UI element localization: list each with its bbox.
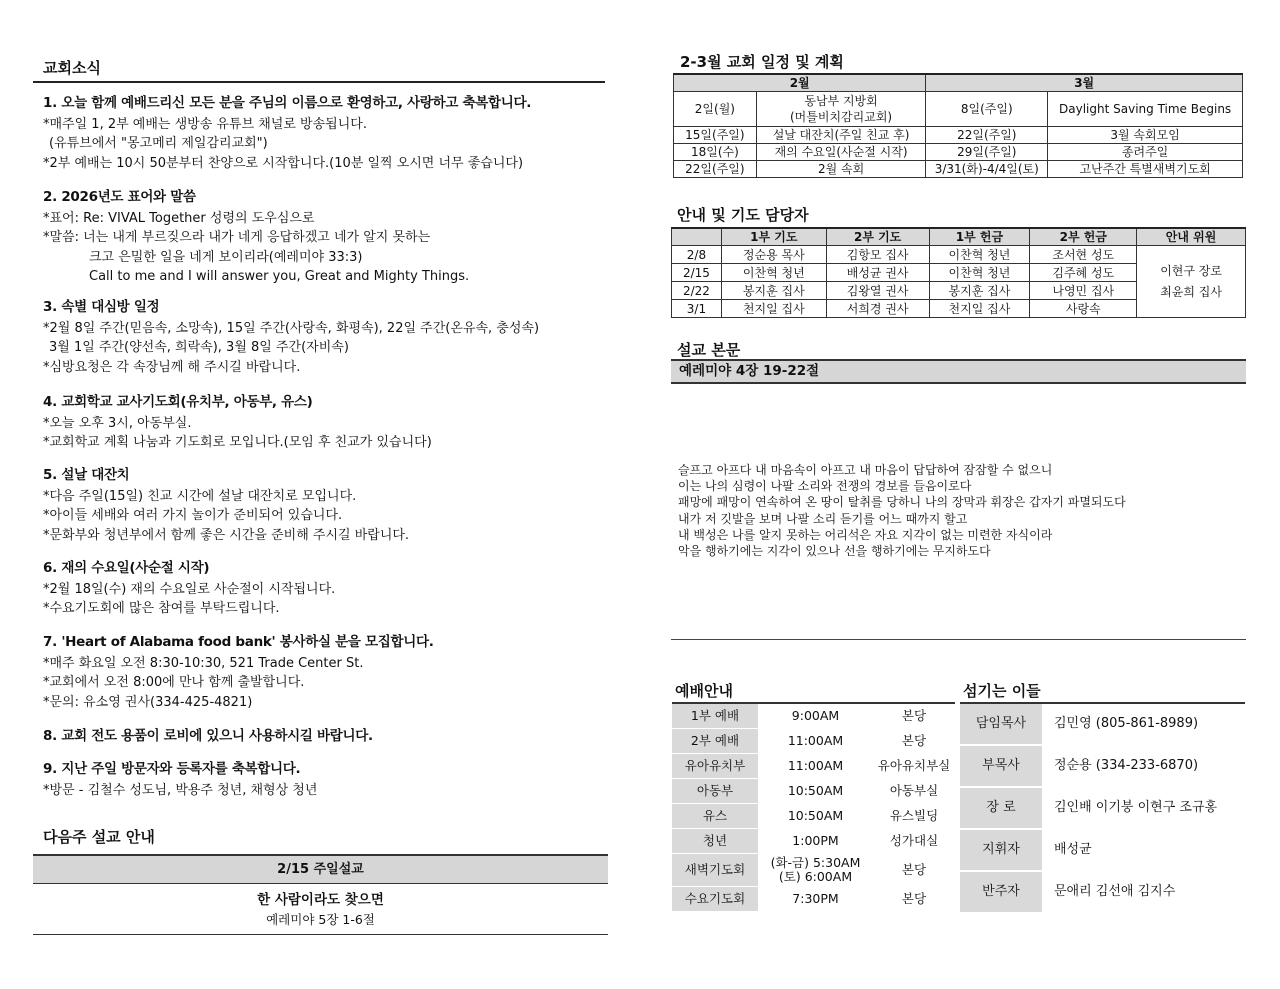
schedule-event-text: 동남부 지방회 xyxy=(804,94,878,108)
news-item xyxy=(43,298,603,377)
sermon-verse: 내 백성은 나를 알지 못하는 어리석은 자요 지각이 없는 미련한 자식이라 xyxy=(678,527,1053,542)
news-item-heading: 7. 'Heart of Alabama food bank' 봉사하실 분을 모집합니다. xyxy=(43,634,434,650)
service-time-text: 1:00PM xyxy=(792,833,839,848)
news-item xyxy=(43,633,603,712)
next-sermon-name: 한 사람이라도 찾으면 xyxy=(257,892,384,908)
service-row xyxy=(672,854,955,887)
server-row xyxy=(960,704,1245,745)
news-item xyxy=(43,393,603,453)
schedule-event-mar: 고난주간 특별새벽기도회 xyxy=(1048,161,1243,178)
news-item-line: Call to me and I will answer you, Great and Mighty Things. xyxy=(89,269,470,284)
news-title-rule xyxy=(33,81,605,83)
service-time xyxy=(758,804,873,829)
schedule-date-mar: 3/31(화)-4/4일(토) xyxy=(926,161,1048,178)
news-item xyxy=(43,94,603,173)
schedule-date-feb: 2일(월) xyxy=(674,92,757,127)
next-sermon-scripture: 예레미야 5장 1-6절 xyxy=(266,912,375,927)
duty-cell: 배성균 권사 xyxy=(826,264,929,282)
server-role: 장 로 xyxy=(960,787,1042,829)
service-time xyxy=(758,887,873,912)
service-place: 성가대실 xyxy=(889,833,939,848)
news-item-line: *아이들 세배와 여러 가지 놀이가 준비되어 있습니다. xyxy=(43,508,343,523)
service-name: 유스 xyxy=(672,804,758,829)
schedule-event-text: 2월 속회 xyxy=(817,162,865,176)
news-item-heading: 3. 속별 대심방 일정 xyxy=(43,299,160,315)
server-names: 배성균 xyxy=(1054,842,1092,857)
service-place: 유스빌딩 xyxy=(889,808,939,823)
schedule-event-mar: Daylight Saving Time Begins xyxy=(1048,92,1243,127)
service-time-text: (토) 6:00AM xyxy=(778,869,853,884)
duty-date: 3/1 xyxy=(672,300,722,318)
duty-header: 2부 기도 xyxy=(826,228,929,246)
duty-guide-name: 최윤희 집사 xyxy=(1160,284,1222,299)
schedule-event-text: 설날 대잔치(주일 친교 후) xyxy=(772,128,910,142)
duty-header: 2부 헌금 xyxy=(1030,228,1137,246)
schedule-event-sub: (머틀비치감리교회) xyxy=(790,110,893,124)
news-item-line: *2월 18일(수) 재의 수요일로 사순절이 시작됩니다. xyxy=(43,581,336,597)
duty-guide-name: 이현구 장로 xyxy=(1160,263,1222,278)
duty-header xyxy=(672,228,722,246)
service-time-text: 10:50AM xyxy=(787,783,844,798)
service-name: 청년 xyxy=(672,829,758,854)
duty-cell: 이찬혁 청년 xyxy=(929,264,1030,282)
duty-cell: 사랑속 xyxy=(1030,300,1137,318)
duty-header: 안내 위원 xyxy=(1137,228,1246,246)
service-time-text: 10:50AM xyxy=(787,808,844,823)
news-item-line: *교회에서 오전 8:00에 만나 함께 출발합니다. xyxy=(43,675,305,690)
next-sermon-date: 2/15 주일설교 xyxy=(33,854,608,884)
service-name: 1부 예배 xyxy=(672,704,758,729)
service-row xyxy=(672,729,955,754)
service-time-text: 11:00AM xyxy=(787,758,844,773)
news-item-line: *문화부와 청년부에서 함께 좋은 시간을 준비해 주시길 바랍니다. xyxy=(43,527,410,543)
schedule-event-mar: 3월 속회모임 xyxy=(1048,127,1243,144)
schedule-date-feb: 18일(수) xyxy=(674,144,757,161)
duty-cell: 나영민 집사 xyxy=(1030,282,1137,300)
news-item-heading: 9. 지난 주일 방문자와 등록자를 축복합니다. xyxy=(43,761,301,777)
sermon-rule xyxy=(671,639,1246,640)
news-title: 교회소식 xyxy=(43,59,101,77)
month-header-feb: 2월 xyxy=(674,74,926,92)
services-title: 예배안내 xyxy=(675,682,733,700)
news-item-line: *2월 8일 주간(믿음속, 소망속), 15일 주간(사랑속, 화평속), 22일 주간(온유속, 충성속) xyxy=(43,320,540,336)
duty-cell: 김왕열 권사 xyxy=(826,282,929,300)
next-sermon-box xyxy=(33,854,608,935)
schedule-title: 2-3월 교회 일정 및 계획 xyxy=(680,53,844,71)
schedule-date-mar: 22일(주일) xyxy=(926,127,1048,144)
server-role: 담임목사 xyxy=(960,704,1042,745)
server-row xyxy=(960,871,1245,913)
service-name: 2부 예배 xyxy=(672,729,758,754)
news-item-line: (유튜브에서 "몽고메리 제일감리교회") xyxy=(49,136,268,151)
service-time xyxy=(758,854,873,887)
news-item-line: *매주일 1, 2부 예배는 생방송 유튜브 채널로 방송됩니다. xyxy=(43,116,367,132)
news-item-line: *다음 주일(15일) 친교 시간에 설날 대잔치로 모입니다. xyxy=(43,488,357,504)
service-row xyxy=(672,704,955,729)
news-item xyxy=(43,727,603,748)
service-time xyxy=(758,754,873,779)
duty-cell: 천지일 집사 xyxy=(721,300,826,318)
services-table xyxy=(672,704,955,912)
sermon-verse: 악을 행하기에는 지각이 있으나 선을 행하기에는 무지하도다 xyxy=(678,544,991,559)
news-item-heading: 5. 설날 대잔치 xyxy=(43,467,130,483)
sermon-title: 설교 본문 xyxy=(677,341,741,359)
service-time-text: 11:00AM xyxy=(787,733,844,748)
duty-cell: 천지일 집사 xyxy=(929,300,1030,318)
news-item-line: *교회학교 계획 나눔과 기도회로 모입니다.(모임 후 친교가 있습니다) xyxy=(43,435,432,450)
service-name: 아동부 xyxy=(672,779,758,804)
sermon-verse: 패망에 패망이 연속하여 온 땅이 탈취를 당하니 나의 장막과 휘장은 갑자기 파멸되도다 xyxy=(678,495,1126,510)
duty-cell: 조서현 성도 xyxy=(1030,246,1137,264)
server-role: 반주자 xyxy=(960,871,1042,913)
service-row xyxy=(672,804,955,829)
schedule-event-feb xyxy=(756,161,926,178)
news-item-line: *심방요청은 각 속장님께 해 주시길 바랍니다. xyxy=(43,359,301,375)
duty-table xyxy=(671,227,1246,318)
service-place: 아동부실 xyxy=(889,783,939,798)
sermon-verse: 내가 저 깃발을 보며 나팔 소리 듣기를 어느 때까지 할고 xyxy=(678,511,968,526)
service-time-text: (화-금) 5:30AM xyxy=(770,855,861,870)
news-item xyxy=(43,188,603,287)
duty-cell: 이찬혁 청년 xyxy=(929,246,1030,264)
service-place: 본당 xyxy=(901,708,927,723)
duty-cell: 김항모 집사 xyxy=(826,246,929,264)
duty-cell: 정순용 목사 xyxy=(721,246,826,264)
servers-title: 섬기는 이들 xyxy=(963,682,1041,700)
duty-header: 1부 기도 xyxy=(721,228,826,246)
schedule-event-feb xyxy=(756,127,926,144)
service-name: 수요기도회 xyxy=(672,887,758,912)
duty-cell: 이찬혁 청년 xyxy=(721,264,826,282)
schedule-row xyxy=(674,144,1243,161)
schedule-event-feb xyxy=(756,144,926,161)
duty-date: 2/22 xyxy=(672,282,722,300)
news-item xyxy=(43,760,603,798)
server-row xyxy=(960,787,1245,829)
server-names: 문애리 김선애 김지수 xyxy=(1054,884,1176,899)
duty-cell: 서희경 권사 xyxy=(826,300,929,318)
schedule-row xyxy=(674,127,1243,144)
news-item-heading: 8. 교회 전도 용품이 로비에 있으니 사용하시길 바랍니다. xyxy=(43,728,373,744)
schedule-date-mar: 29일(주일) xyxy=(926,144,1048,161)
news-item-line: 3월 1일 주간(양선속, 희락속), 3월 8일 주간(자비속) xyxy=(49,340,349,355)
service-row xyxy=(672,779,955,804)
server-role: 지휘자 xyxy=(960,829,1042,871)
news-item-line: *오늘 오후 3시, 아동부실. xyxy=(43,415,192,431)
news-item-line: *2부 예배는 10시 50분부터 찬양으로 시작합니다.(10분 일찍 오시면 너무 좋습니다) xyxy=(43,155,524,171)
news-item xyxy=(43,559,603,619)
server-role: 부목사 xyxy=(960,745,1042,787)
servers-table xyxy=(960,704,1245,914)
news-item-heading: 2. 2026년도 표어와 말씀 xyxy=(43,189,196,205)
service-time xyxy=(758,704,873,729)
duty-cell: 봉지훈 집사 xyxy=(929,282,1030,300)
duty-cell: 봉지훈 집사 xyxy=(721,282,826,300)
service-row xyxy=(672,829,955,854)
schedule-event-feb xyxy=(756,92,926,127)
service-place: 본당 xyxy=(901,862,927,877)
news-item-heading: 6. 재의 수요일(사순절 시작) xyxy=(43,560,210,576)
next-sermon-rule xyxy=(33,934,608,935)
duty-cell: 김주혜 성도 xyxy=(1030,264,1137,282)
news-item-line: *표어: Re: VIVAL Together 성령의 도우심으로 xyxy=(43,210,315,226)
service-time xyxy=(758,829,873,854)
server-names: 김인배 이기붕 이현구 조규홍 xyxy=(1054,800,1218,815)
duty-title: 안내 및 기도 담당자 xyxy=(677,206,809,224)
service-name: 유아유치부 xyxy=(672,754,758,779)
service-time xyxy=(758,729,873,754)
news-item-heading: 4. 교회학교 교사기도회(유치부, 아동부, 유스) xyxy=(43,394,313,410)
service-row xyxy=(672,754,955,779)
service-time xyxy=(758,779,873,804)
duty-date: 2/15 xyxy=(672,264,722,282)
schedule-table xyxy=(673,73,1243,178)
schedule-event-mar: 종려주일 xyxy=(1048,144,1243,161)
sermon-verses xyxy=(678,462,1126,559)
server-row xyxy=(960,745,1245,787)
month-header-mar: 3월 xyxy=(926,74,1243,92)
service-place: 본당 xyxy=(901,891,927,906)
duty-guides xyxy=(1137,246,1246,318)
news-item-line: *수요기도회에 많은 참여를 부탁드립니다. xyxy=(43,601,280,616)
news-item-line: *방문 - 김철수 성도님, 박용주 청년, 채형상 청년 xyxy=(43,782,318,798)
schedule-row xyxy=(674,161,1243,178)
schedule-date-feb: 15일(주일) xyxy=(674,127,757,144)
news-item-line: *매주 화요일 오전 8:30-10:30, 521 Trade Center St. xyxy=(43,655,364,671)
server-row xyxy=(960,829,1245,871)
server-names: 정순용 (334-233-6870) xyxy=(1054,758,1199,773)
duty-header: 1부 헌금 xyxy=(929,228,1030,246)
server-names: 김민영 (805-861-8989) xyxy=(1054,716,1199,731)
news-item-line: *문의: 유소영 권사(334-425-4821) xyxy=(43,694,253,710)
sermon-verse: 이는 나의 심령이 나팔 소리와 전쟁의 경보를 들음이로다 xyxy=(678,479,972,494)
service-row xyxy=(672,887,955,912)
service-time-text: 7:30PM xyxy=(792,891,839,906)
service-name: 새벽기도회 xyxy=(672,854,758,887)
schedule-row xyxy=(674,92,1243,127)
news-item-line: 크고 은밀한 일을 네게 보이리라(예레미야 33:3) xyxy=(89,249,363,265)
service-place: 본당 xyxy=(901,733,927,748)
service-time-text: 9:00AM xyxy=(791,708,840,723)
sermon-reference: 예레미야 4장 19-22절 xyxy=(679,363,820,379)
service-place: 유아유치부실 xyxy=(877,758,951,773)
news-item-line: *말씀: 너는 내게 부르짖으라 내가 네게 응답하겠고 네가 알지 못하는 xyxy=(43,230,431,245)
schedule-event-text: 재의 수요일(사순절 시작) xyxy=(774,145,908,159)
duty-date: 2/8 xyxy=(672,246,722,264)
schedule-date-mar: 8일(주일) xyxy=(926,92,1048,127)
news-item xyxy=(43,466,603,545)
schedule-date-feb: 22일(주일) xyxy=(674,161,757,178)
news-item-heading: 1. 오늘 함께 예배드리신 모든 분을 주님의 이름으로 환영하고, 사랑하고 축복합니다. xyxy=(43,95,532,111)
duty-row xyxy=(672,246,1246,264)
next-sermon-title: 다음주 설교 안내 xyxy=(43,828,155,846)
sermon-verse: 슬프고 아프다 내 마음속이 아프고 내 마음이 답답하여 잠잠할 수 없으니 xyxy=(678,463,1053,477)
